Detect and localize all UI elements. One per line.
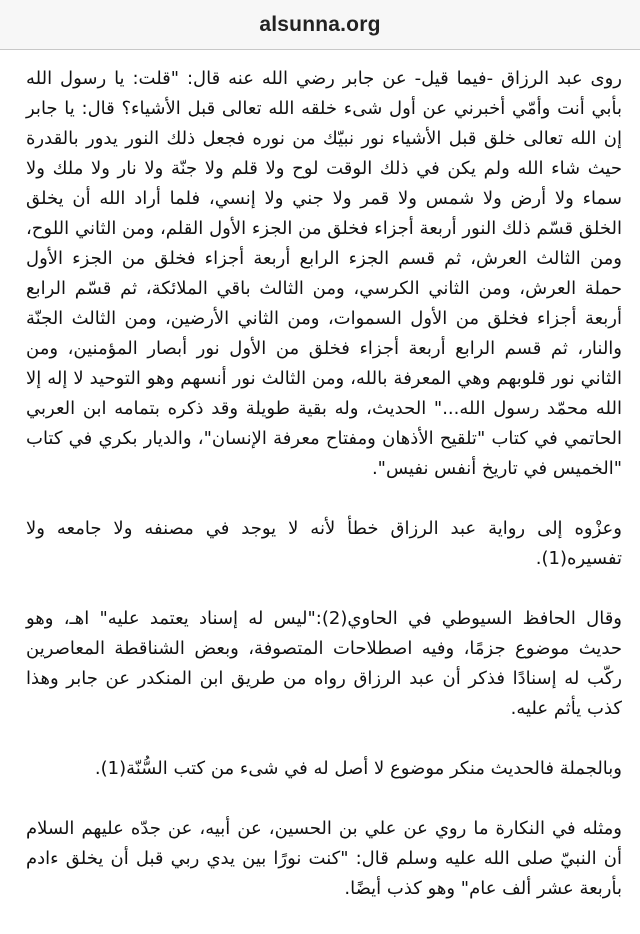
paragraph-attribution-error: وعزْوه إلى رواية عبد الرزاق خطأ لأنه لا يوجد في مصنفه ولا جامعه ولا تفسيره(1). bbox=[26, 518, 622, 569]
address-bar[interactable] bbox=[0, 0, 640, 50]
paragraph-conclusion: وبالجملة فالحديث منكر موضوع لا أصل له في شىء من كتب السُّنّة(1). bbox=[94, 758, 622, 779]
url-domain[interactable]: alsunna.org bbox=[259, 12, 381, 36]
article-body bbox=[26, 64, 622, 934]
paragraph-suyuti-quote: وقال الحافظ السيوطي في الحاوي(2):"ليس له إسناد يعتمد عليه" اهـ، وهو حديث موضوع جزمًا، وفيه اصطلاحات المتصوفة، وبعض الشناقطة المعاصرين ركّب له إسنادًا فذكر أن عبد الرزاق رواه من طريق ابن المنكدر عن جابر وهذا كذب يأثم عليه. bbox=[26, 608, 622, 719]
paragraph-hadith-text: روى عبد الرزاق -فيما قيل- عن جابر رضي الله عنه قال: "قلت: يا رسول الله بأبي أنت وأمّي أخبرني عن أول شىء خلقه الله تعالى قبل الأشياء؟ قال: يا جابر إن الله تعالى خلق قبل الأشياء نور نبيّك من نوره فجعل ذلك النور يدور بالقدرة حيث شاء الله ولم يكن في ذلك الوقت لوح ولا قلم ولا جنّة ولا نار ولا ملك ولا سماء ولا أرض ولا شمس ولا قمر ولا جني ولا إنسي، فلما أراد الله أن يخلق الخلق قسّم ذلك النور أربعة أجزاء فخلق من الجزء الأول القلم، ومن الثاني اللوح، ومن الثالث العرش، ثم قسم الجزء الرابع أربعة أجزاء فخلق من الجزء الأول حملة العرش، ومن الثاني الكرسي، ومن الثالث باقي الملائكة، ثم قسّم الرابع أربعة أجزاء فخلق من الأول السموات، ومن الثاني الأرضين، ومن الثالث الجنّة والنار، ثم قسم الرابع أربعة أجزاء فخلق من الأول نور أبصار المؤمنين، ومن الثاني نور قلوبهم وهي المعرفة بالله، ومن الثالث نور أنسهم وهو التوحيد لا إله إلا الله محمّد رسول الله..." الحديث، وله بقية طويلة وقد ذكره بتمامه ابن العربي الحاتمي في كتاب "تلقيح الأذهان ومفتاح معرفة الإنسان"، والديار بكري في كتاب "الخميس في تاريخ أنفس نفيس". bbox=[26, 68, 622, 479]
paragraph-similar-narration: ومثله في النكارة ما روي عن علي بن الحسين، عن أبيه، عن جدّه عليهم السلام أن النبيّ صلى الله عليه وسلم قال: "كنت نورًا بين يدي ربي قبل أن يخلق ءادم بأربعة عشر ألف عام" وهو كذب أيضًا. bbox=[26, 818, 622, 899]
